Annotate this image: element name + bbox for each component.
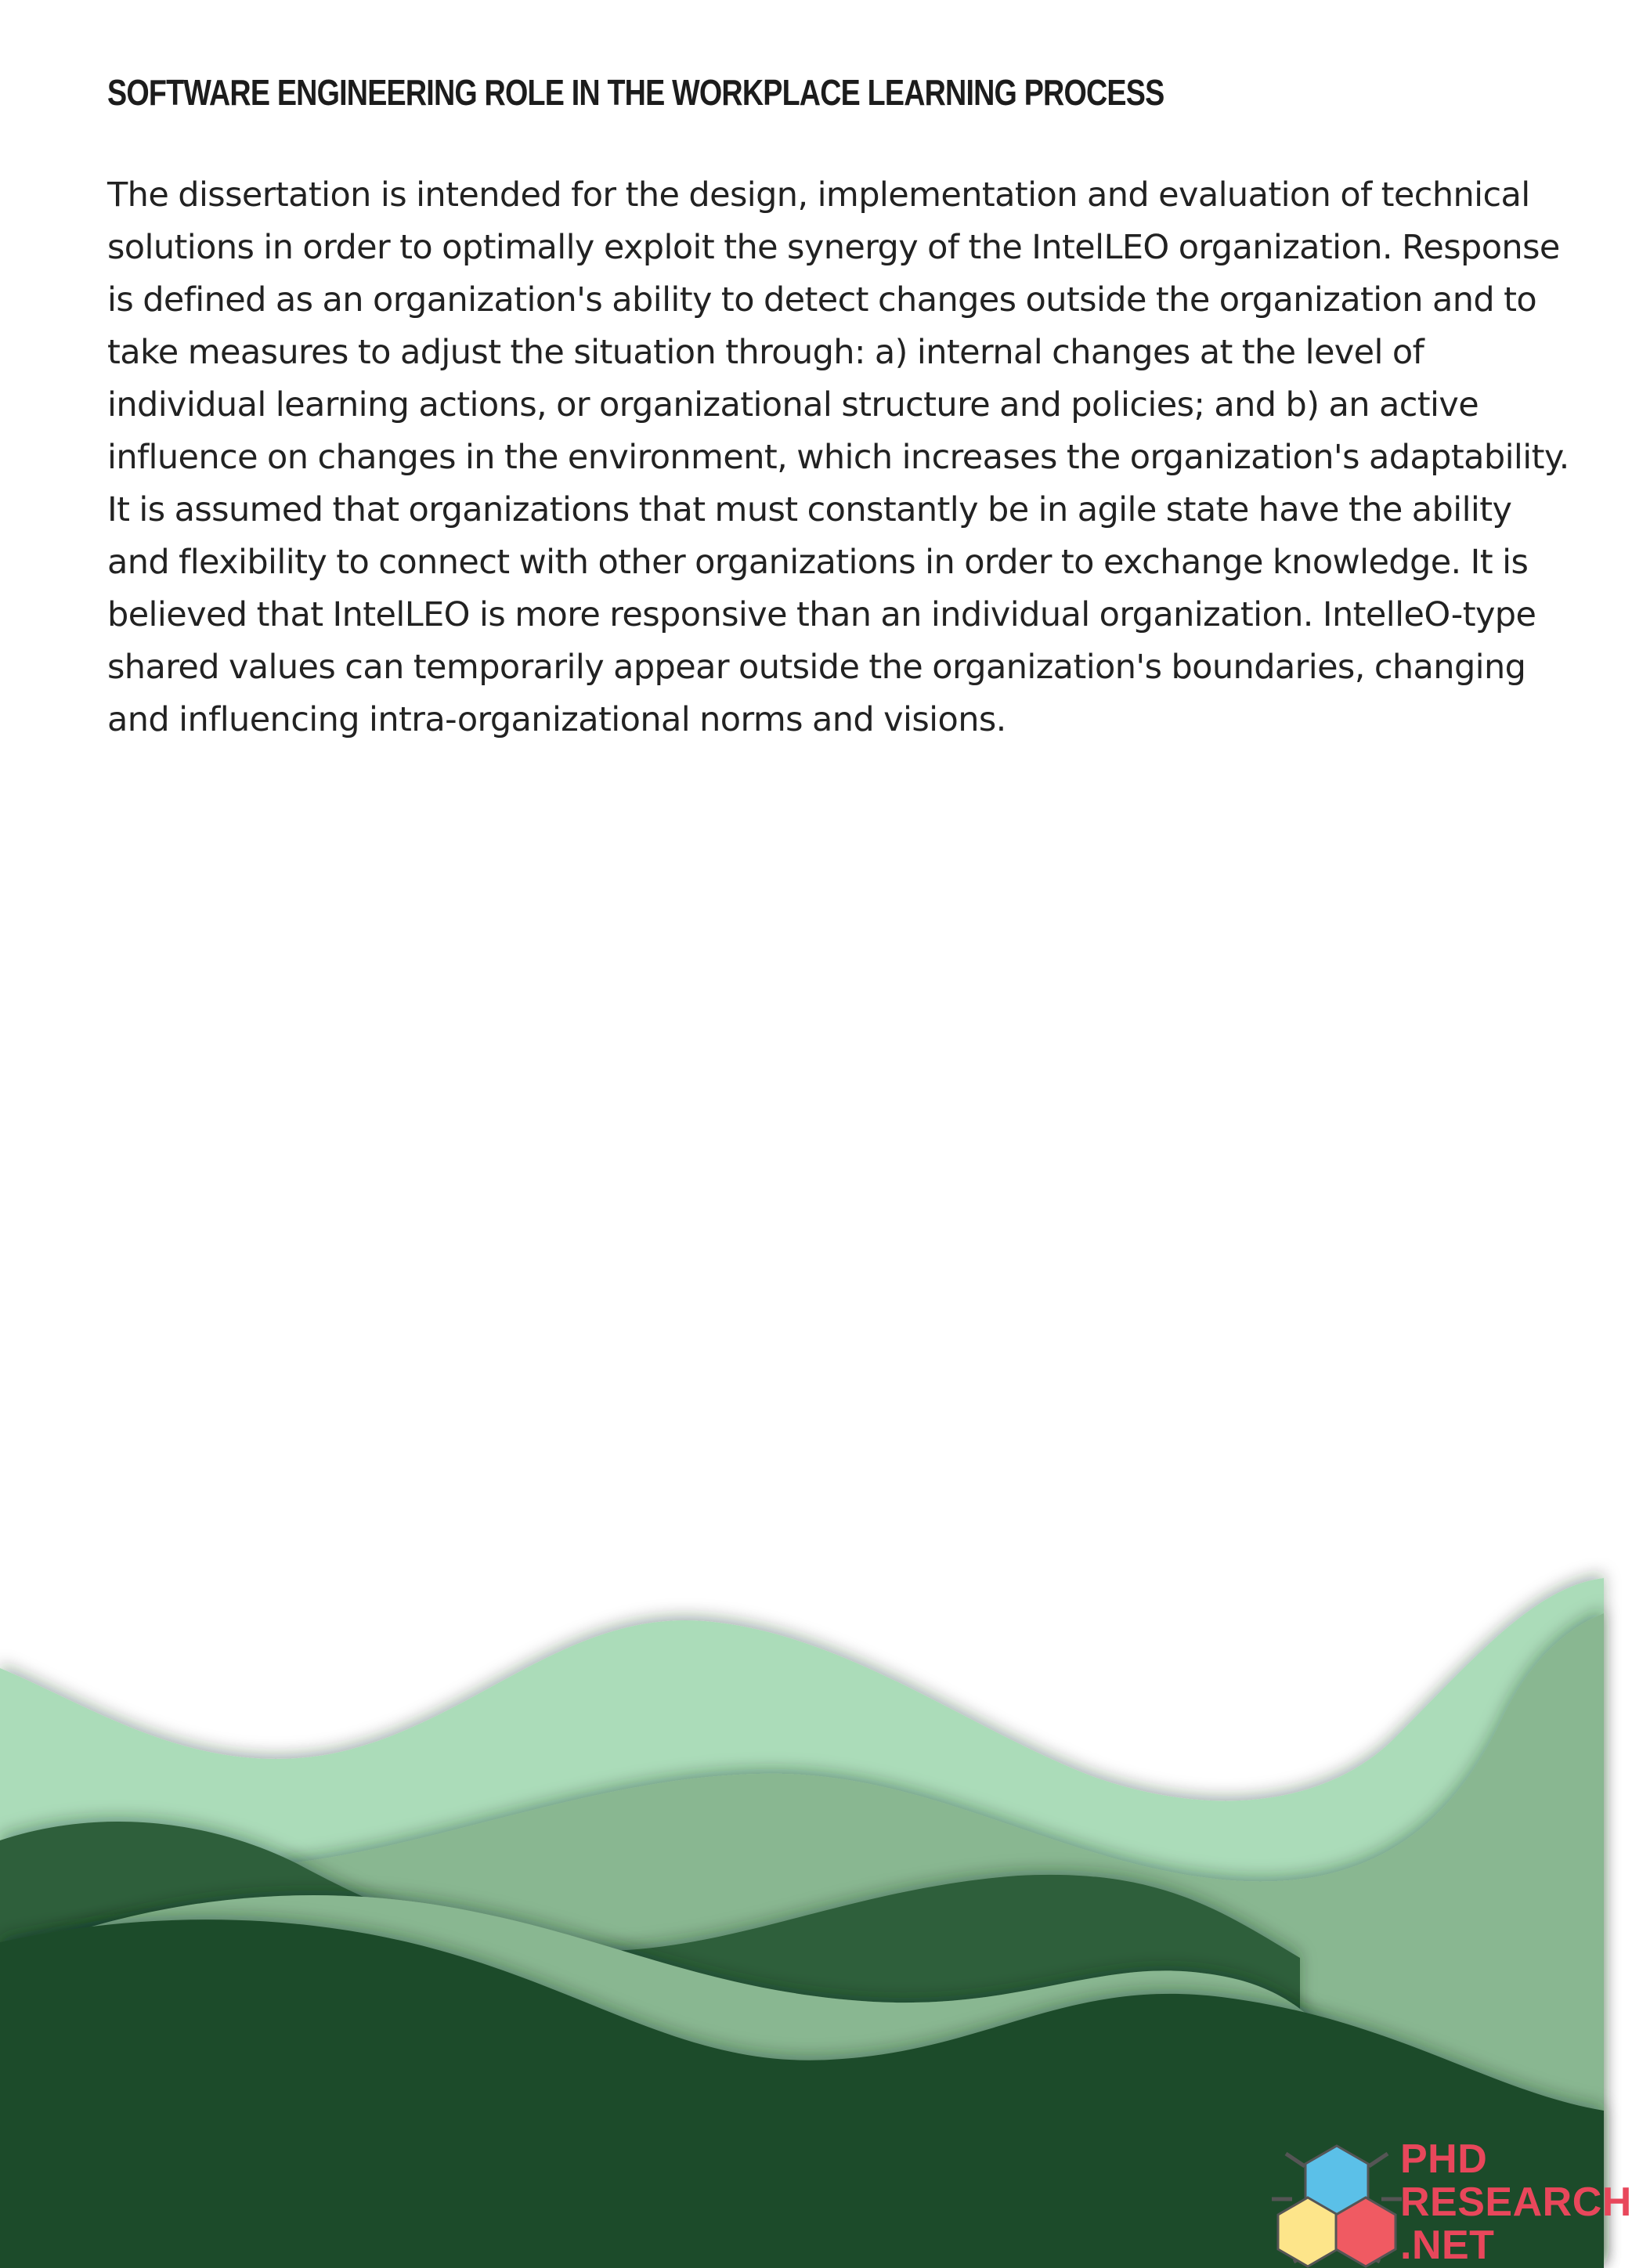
logo-wordmark: [1400, 2138, 1632, 2267]
logo-text-phd: PHD: [1400, 2136, 1488, 2182]
hexagon-logo-icon: [1270, 2144, 1403, 2268]
phd-research-logo: [1262, 2136, 1632, 2268]
logo-text-net: .NET: [1400, 2223, 1495, 2268]
document-heading: SOFTWARE ENGINEERING ROLE IN THE WORKPLACE LEARNING PROCESS: [107, 72, 1164, 113]
document-body-paragraph: The dissertation is intended for the design, implementation and evaluation of technical solutions in order to optimally exploit the synergy of the IntelLEO organization. Response is defined as an organization's ability to detect changes outside the organization and to take measures to adjust the situation through: a) internal changes at the level of individual learning actions, or organizational structure and policies; and b) an active influence on changes in the environment, which increases the organization's adaptability. It is assumed that organizations that must constantly be in agile state have the ability and flexibility to connect with other organizations in order to exchange knowledge. It is believed that IntelLEO is more responsive than an individual organization. IntelleO-type shared values can temporarily appear outside the organization's boundaries, changing and influencing intra-organizational norms and visions.: [107, 175, 1569, 739]
logo-text-research: RESEARCH: [1400, 2180, 1632, 2225]
